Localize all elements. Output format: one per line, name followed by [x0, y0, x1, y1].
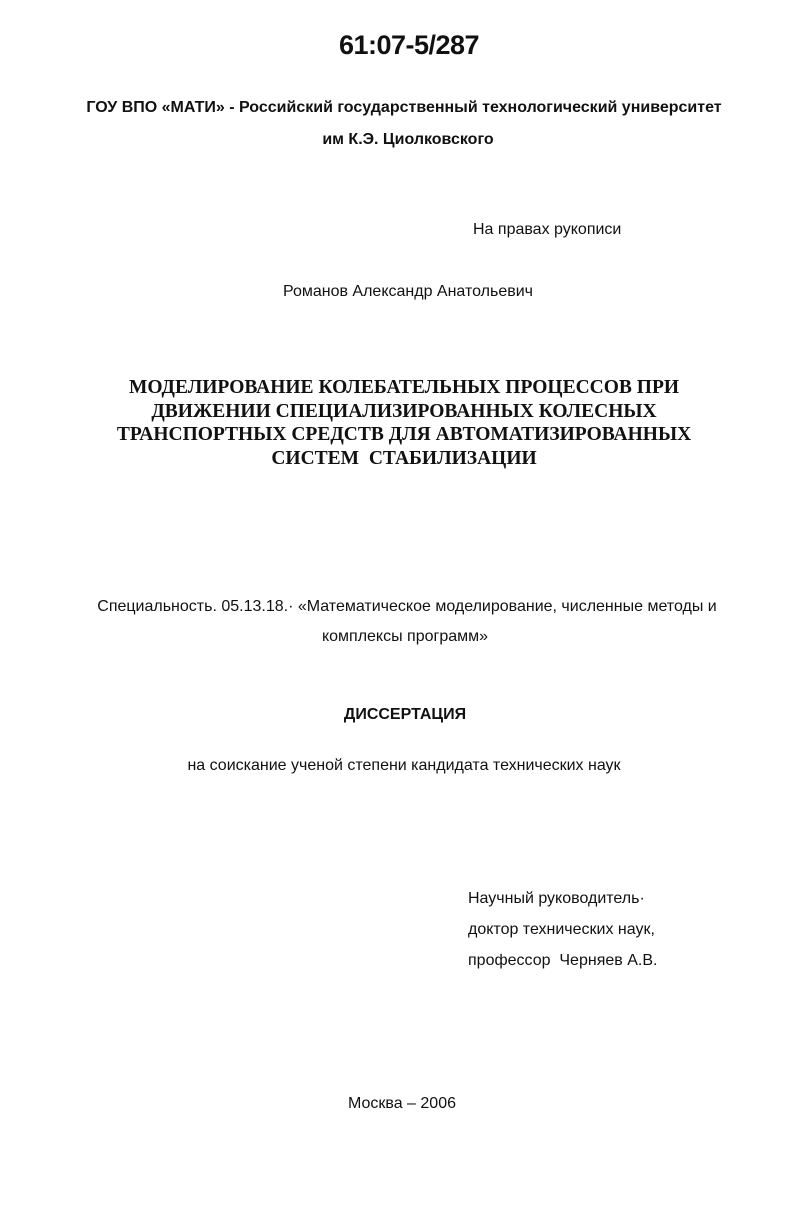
supervisor-degree: доктор технических наук, — [468, 921, 655, 938]
specialty: Специальность. 05.13.18.· «Математическое моделирование, численные методы и — [97, 598, 717, 615]
rights-notice: На правах рукописи — [473, 221, 622, 238]
specialty-continued: комплексы программ» — [321, 628, 489, 645]
supervisor-role: Научный руководитель· — [468, 890, 645, 907]
thesis-title-line: СИСТЕМ СТАБИЛИЗАЦИИ — [271, 447, 537, 469]
university-name-continued: им К.Э. Циолковского — [322, 131, 494, 148]
document-type: ДИССЕРТАЦИЯ — [343, 706, 467, 723]
university-name: ГОУ ВПО «МАТИ» - Российский государственный технологический университет — [86, 99, 722, 116]
supervisor-name: профессор Черняев А.В. — [468, 952, 658, 969]
catalog-number: 61:07-5/287 — [338, 30, 480, 60]
author-name: Романов Александр Анатольевич — [282, 283, 534, 300]
city-year: Москва – 2006 — [347, 1095, 456, 1112]
supervisor-block — [468, 883, 657, 976]
thesis-title-line: ДВИЖЕНИИ СПЕЦИАЛИЗИРОВАННЫХ КОЛЕСНЫХ — [151, 400, 657, 422]
thesis-title-line: МОДЕЛИРОВАНИЕ КОЛЕБАТЕЛЬНЫХ ПРОЦЕССОВ ПРИ — [128, 377, 680, 398]
thesis-title-line: ТРАНСПОРТНЫХ СРЕДСТВ ДЛЯ АВТОМАТИЗИРОВАННЫХ — [116, 424, 692, 445]
degree-statement: на соискание ученой степени кандидата технических наук — [187, 757, 621, 774]
thesis-title — [0, 376, 796, 470]
